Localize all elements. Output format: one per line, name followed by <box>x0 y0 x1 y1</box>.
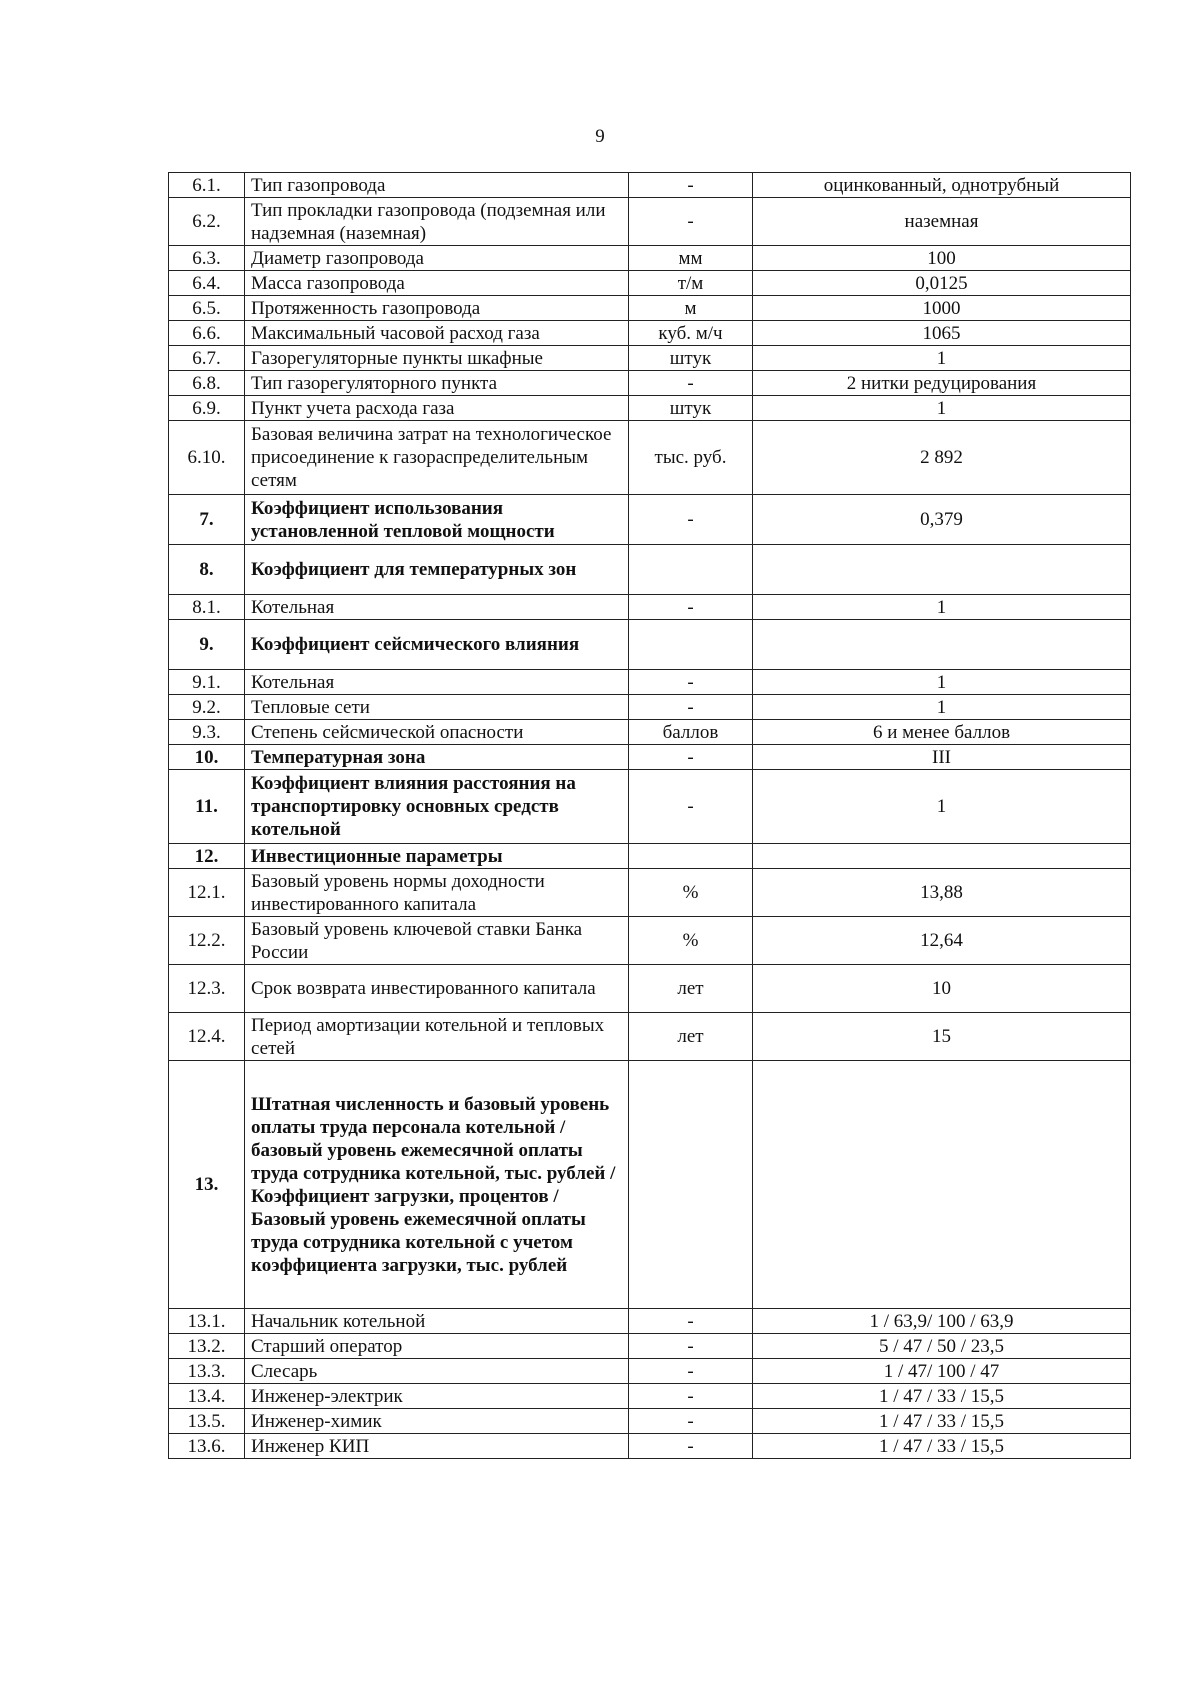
table-row <box>169 396 1131 421</box>
row-value: 10 <box>753 965 1131 1013</box>
row-value: 0,379 <box>753 495 1131 545</box>
table-row <box>169 1384 1131 1409</box>
row-unit: - <box>629 745 753 770</box>
row-number: 6.8. <box>169 371 245 396</box>
row-parameter-name: Начальник котельной <box>245 1309 629 1334</box>
row-number: 10. <box>169 745 245 770</box>
table-row <box>169 198 1131 246</box>
table-row <box>169 1434 1131 1459</box>
table-row <box>169 695 1131 720</box>
row-number: 6.6. <box>169 321 245 346</box>
table-row <box>169 1061 1131 1309</box>
row-value: оцинкованный, однотрубный <box>753 173 1131 198</box>
row-number: 9. <box>169 620 245 670</box>
row-value <box>753 620 1131 670</box>
row-unit: лет <box>629 1013 753 1061</box>
row-unit: м <box>629 296 753 321</box>
table-row <box>169 371 1131 396</box>
row-parameter-name: Инвестиционные параметры <box>245 844 629 869</box>
row-parameter-name: Период амортизации котельной и тепловых сетей <box>245 1013 629 1061</box>
table-row <box>169 1409 1131 1434</box>
table-row <box>169 1359 1131 1384</box>
row-unit: - <box>629 670 753 695</box>
row-number: 12. <box>169 844 245 869</box>
row-parameter-name: Максимальный часовой расход газа <box>245 321 629 346</box>
row-parameter-name: Котельная <box>245 670 629 695</box>
table-row <box>169 173 1131 198</box>
row-number: 6.9. <box>169 396 245 421</box>
table-row <box>169 296 1131 321</box>
row-parameter-name: Базовая величина затрат на технологическое присоединение к газораспределительным сетям <box>245 421 629 495</box>
row-value: наземная <box>753 198 1131 246</box>
row-number: 8. <box>169 545 245 595</box>
row-parameter-name: Базовый уровень нормы доходности инвестированного капитала <box>245 869 629 917</box>
row-value <box>753 545 1131 595</box>
row-number: 13.3. <box>169 1359 245 1384</box>
row-unit: лет <box>629 965 753 1013</box>
table-row <box>169 246 1131 271</box>
row-parameter-name: Масса газопровода <box>245 271 629 296</box>
row-number: 13.4. <box>169 1384 245 1409</box>
row-value: 100 <box>753 246 1131 271</box>
table-row <box>169 745 1131 770</box>
row-value: 1000 <box>753 296 1131 321</box>
row-parameter-name: Коэффициент влияния расстояния на транспортировку основных средств котельной <box>245 770 629 844</box>
row-value: 1 / 47 / 33 / 15,5 <box>753 1384 1131 1409</box>
table-row <box>169 321 1131 346</box>
row-parameter-name: Слесарь <box>245 1359 629 1384</box>
row-value: 5 / 47 / 50 / 23,5 <box>753 1334 1131 1359</box>
table-row <box>169 670 1131 695</box>
table-row <box>169 869 1131 917</box>
row-value <box>753 844 1131 869</box>
row-number: 6.7. <box>169 346 245 371</box>
table-row <box>169 271 1131 296</box>
row-number: 9.3. <box>169 720 245 745</box>
row-parameter-name: Коэффициент сейсмического влияния <box>245 620 629 670</box>
row-unit: - <box>629 1434 753 1459</box>
row-unit: баллов <box>629 720 753 745</box>
row-number: 6.10. <box>169 421 245 495</box>
row-parameter-name: Тип прокладки газопровода (подземная или надземная (наземная) <box>245 198 629 246</box>
row-parameter-name: Базовый уровень ключевой ставки Банка России <box>245 917 629 965</box>
row-value: 1 <box>753 670 1131 695</box>
row-value: 1 <box>753 595 1131 620</box>
row-unit: - <box>629 198 753 246</box>
row-parameter-name: Температурная зона <box>245 745 629 770</box>
row-parameter-name: Старший оператор <box>245 1334 629 1359</box>
row-parameter-name: Степень сейсмической опасности <box>245 720 629 745</box>
row-number: 12.4. <box>169 1013 245 1061</box>
table-body <box>169 173 1131 1459</box>
table-row <box>169 1013 1131 1061</box>
row-number: 12.1. <box>169 869 245 917</box>
row-unit: т/м <box>629 271 753 296</box>
row-number: 12.3. <box>169 965 245 1013</box>
row-unit: - <box>629 1359 753 1384</box>
row-number: 6.1. <box>169 173 245 198</box>
row-unit: - <box>629 1409 753 1434</box>
row-unit: штук <box>629 346 753 371</box>
row-unit: - <box>629 1309 753 1334</box>
row-value: 2 892 <box>753 421 1131 495</box>
row-number: 12.2. <box>169 917 245 965</box>
row-number: 7. <box>169 495 245 545</box>
page-number: 9 <box>595 126 605 147</box>
row-value: 1 <box>753 695 1131 720</box>
table-row <box>169 770 1131 844</box>
row-value: 15 <box>753 1013 1131 1061</box>
row-unit <box>629 620 753 670</box>
row-number: 6.3. <box>169 246 245 271</box>
row-unit: тыс. руб. <box>629 421 753 495</box>
row-value: 6 и менее баллов <box>753 720 1131 745</box>
row-number: 13. <box>169 1061 245 1309</box>
table-row <box>169 720 1131 745</box>
row-number: 13.5. <box>169 1409 245 1434</box>
row-unit <box>629 545 753 595</box>
row-unit: - <box>629 1334 753 1359</box>
row-number: 11. <box>169 770 245 844</box>
table-row <box>169 545 1131 595</box>
row-parameter-name: Тип газопровода <box>245 173 629 198</box>
table-row <box>169 917 1131 965</box>
row-value: 12,64 <box>753 917 1131 965</box>
row-value: 13,88 <box>753 869 1131 917</box>
table-row <box>169 965 1131 1013</box>
row-unit: - <box>629 371 753 396</box>
table-row <box>169 844 1131 869</box>
row-unit: - <box>629 1384 753 1409</box>
row-parameter-name: Инженер-химик <box>245 1409 629 1434</box>
table-row <box>169 595 1131 620</box>
row-number: 13.2. <box>169 1334 245 1359</box>
row-parameter-name: Тип газорегуляторного пункта <box>245 371 629 396</box>
row-value: 1 / 47 / 33 / 15,5 <box>753 1409 1131 1434</box>
row-unit: куб. м/ч <box>629 321 753 346</box>
row-number: 8.1. <box>169 595 245 620</box>
table-row <box>169 620 1131 670</box>
row-unit: штук <box>629 396 753 421</box>
row-unit: мм <box>629 246 753 271</box>
row-value: 1 / 47/ 100 / 47 <box>753 1359 1131 1384</box>
row-parameter-name: Инженер-электрик <box>245 1384 629 1409</box>
row-number: 6.5. <box>169 296 245 321</box>
row-parameter-name: Диаметр газопровода <box>245 246 629 271</box>
row-number: 6.2. <box>169 198 245 246</box>
row-value: 1065 <box>753 321 1131 346</box>
row-unit: % <box>629 917 753 965</box>
row-parameter-name: Котельная <box>245 595 629 620</box>
row-number: 9.1. <box>169 670 245 695</box>
table-row <box>169 1309 1131 1334</box>
row-number: 9.2. <box>169 695 245 720</box>
row-number: 6.4. <box>169 271 245 296</box>
row-value: 2 нитки редуцирования <box>753 371 1131 396</box>
row-value: 1 <box>753 396 1131 421</box>
row-unit <box>629 844 753 869</box>
row-unit: - <box>629 770 753 844</box>
row-unit: - <box>629 695 753 720</box>
row-number: 13.1. <box>169 1309 245 1334</box>
row-value: 1 / 47 / 33 / 15,5 <box>753 1434 1131 1459</box>
row-parameter-name: Пункт учета расхода газа <box>245 396 629 421</box>
row-unit <box>629 1061 753 1309</box>
row-unit: - <box>629 595 753 620</box>
row-value: 1 / 63,9/ 100 / 63,9 <box>753 1309 1131 1334</box>
row-parameter-name: Коэффициент для температурных зон <box>245 545 629 595</box>
row-value: 1 <box>753 770 1131 844</box>
row-unit: - <box>629 173 753 198</box>
table-row <box>169 495 1131 545</box>
table-row <box>169 346 1131 371</box>
row-value <box>753 1061 1131 1309</box>
row-parameter-name: Коэффициент использования установленной тепловой мощности <box>245 495 629 545</box>
table-row <box>169 1334 1131 1359</box>
row-value: 0,0125 <box>753 271 1131 296</box>
row-value: 1 <box>753 346 1131 371</box>
parameters-table <box>168 172 1131 1459</box>
row-parameter-name: Газорегуляторные пункты шкафные <box>245 346 629 371</box>
row-parameter-name: Протяженность газопровода <box>245 296 629 321</box>
row-number: 13.6. <box>169 1434 245 1459</box>
row-parameter-name: Срок возврата инвестированного капитала <box>245 965 629 1013</box>
row-parameter-name: Инженер КИП <box>245 1434 629 1459</box>
table-row <box>169 421 1131 495</box>
row-parameter-name: Тепловые сети <box>245 695 629 720</box>
row-parameter-name: Штатная численность и базовый уровень оплаты труда персонала котельной / базовый уровень ежемесячной оплаты труда сотрудника котельной, тыс. рублей / Коэффициент загрузки, процентов / Базовый уровень ежемесячной оплаты труда сотрудника котельной с учетом коэффициента загрузки, тыс. рублей <box>245 1061 629 1309</box>
row-unit: % <box>629 869 753 917</box>
row-value: III <box>753 745 1131 770</box>
row-unit: - <box>629 495 753 545</box>
